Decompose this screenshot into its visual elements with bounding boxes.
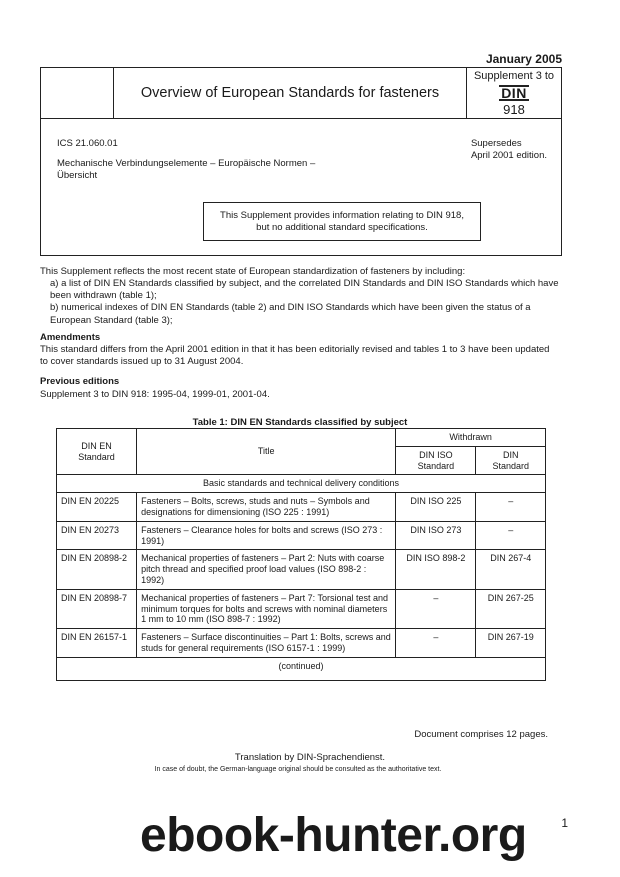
german-title: [57, 158, 387, 182]
meta-block: [40, 118, 562, 256]
col-header-din-en: [57, 429, 137, 475]
cell-din: –: [476, 493, 546, 522]
cell-din: DIN 267-19: [476, 629, 546, 658]
cell-title: Fasteners – Surface discontinuities – Part 1: Bolts, screws and studs for general requirements (ISO 6157-1 : 1999): [137, 629, 396, 658]
col-header-din-iso: [396, 446, 476, 475]
cell-din: –: [476, 521, 546, 550]
standard-number: 918: [503, 102, 525, 118]
continued-label: (continued): [57, 657, 546, 680]
supplement-note-line2: but no additional standard specifications.: [256, 221, 428, 233]
ics-code: ICS 21.060.01: [57, 138, 118, 149]
table-caption: Table 1: DIN EN Standards classified by subject: [192, 417, 408, 428]
cell-std: DIN EN 20225: [57, 493, 137, 522]
col-header-din-iso-line2: Standard: [417, 460, 455, 471]
cell-title: Mechanical properties of fasteners – Part 7: Torsional test and minimum torques for bolts and screws with nominal diameters 1 mm to 10 mm (ISO 898-7 : 1992): [137, 589, 396, 628]
supersedes-label: Supersedes: [470, 138, 522, 149]
previous-editions-heading: Previous editions: [40, 376, 120, 387]
cell-iso: –: [396, 589, 476, 628]
section-heading: Basic standards and technical delivery conditions: [57, 475, 546, 493]
standard-id-cell: [467, 68, 561, 118]
cell-iso: DIN ISO 898-2: [396, 550, 476, 589]
document-title: Overview of European Standards for fasteners: [114, 68, 467, 118]
cell-title: Fasteners – Bolts, screws, studs and nuts – Symbols and designations for dimensioning (ISO 225 : 1991): [137, 493, 396, 522]
translation-note: Translation by DIN-Sprachendienst.: [234, 752, 386, 763]
amendments-text: This standard differs from the April 2001 edition in that it has been editorially revised and tables 1 to 3 have been updated to cover standards issued up to 31 August 2004.: [40, 344, 550, 368]
col-header-din-iso-line1: DIN ISO: [419, 449, 453, 460]
cell-std: DIN EN 20898-7: [57, 589, 137, 628]
table-row: [57, 493, 546, 522]
cell-std: DIN EN 20898-2: [57, 550, 137, 589]
watermark: ebook-hunter.org: [140, 809, 527, 862]
section-row: [57, 475, 546, 493]
issue-date: January 2005: [485, 52, 562, 66]
cell-iso: DIN ISO 225: [396, 493, 476, 522]
standards-table: [56, 428, 546, 681]
table-row: [57, 521, 546, 550]
din-logo: DIN: [501, 85, 527, 102]
intro-lead: This Supplement reflects the most recent state of European standardization of fasteners by including:: [40, 266, 466, 277]
intro-section: [40, 266, 560, 327]
table-row: [57, 550, 546, 589]
supersedes-edition: April 2001 edition.: [470, 149, 547, 161]
previous-editions-text: Supplement 3 to DIN 918: 1995-04, 1999-01, 2001-04.: [40, 389, 270, 400]
col-header-din-line2: Standard: [492, 460, 529, 471]
title-block-left-cell: [41, 68, 114, 118]
doubt-note: In case of doubt, the German-language original should be consulted as the authoritative text.: [154, 766, 442, 773]
col-header-din-en-line1: DIN EN: [81, 440, 112, 451]
cell-iso: DIN ISO 273: [396, 521, 476, 550]
table-row: [57, 589, 546, 628]
german-title-line1: Mechanische Verbindungselemente – Europäische Normen –: [57, 158, 316, 169]
page-count-note: Document comprises 12 pages.: [414, 729, 548, 740]
cell-std: DIN EN 26157-1: [57, 629, 137, 658]
col-header-din-line1: DIN: [502, 449, 519, 460]
cell-iso: –: [396, 629, 476, 658]
col-header-withdrawn: Withdrawn: [396, 429, 546, 447]
supplement-note-line1: This Supplement provides information relating to DIN 918,: [220, 209, 464, 221]
col-header-din: [476, 446, 546, 475]
table-row: [57, 629, 546, 658]
col-header-title: Title: [137, 429, 396, 475]
supplement-label: Supplement 3 to: [473, 70, 555, 82]
cell-din: DIN 267-25: [476, 589, 546, 628]
amendments-heading: Amendments: [40, 332, 101, 343]
supersedes-note: [471, 138, 547, 162]
cell-din: DIN 267-4: [476, 550, 546, 589]
col-header-din-en-line2: Standard: [78, 451, 115, 462]
german-title-line2: Übersicht: [57, 169, 98, 181]
intro-item-b: b) numerical indexes of DIN EN Standards (table 2) and DIN ISO Standards which have been given the status of a European Standard (table 3);: [50, 302, 531, 326]
cell-title: Fasteners – Clearance holes for bolts and screws (ISO 273 : 1991): [137, 521, 396, 550]
continued-row: [57, 657, 546, 680]
intro-item-a: a) a list of DIN EN Standards classified by subject, and the correlated DIN Standards and DIN ISO Standards which have been withdrawn (table 1);: [50, 278, 559, 302]
title-block: [40, 67, 562, 119]
table-header-row: [57, 429, 546, 447]
cell-title: Mechanical properties of fasteners – Part 2: Nuts with coarse pitch thread and specified proof load values (ISO 898-2 : 1992): [137, 550, 396, 589]
cell-std: DIN EN 20273: [57, 521, 137, 550]
supplement-note-box: [203, 202, 481, 241]
page-number: 1: [561, 816, 568, 830]
